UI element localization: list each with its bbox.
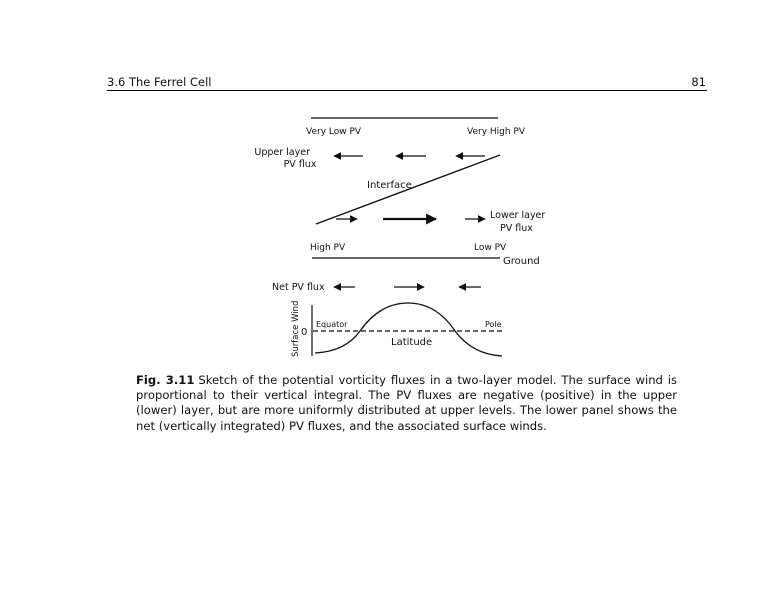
high-pv-label: High PV [310, 243, 346, 253]
upper-flux-label-line2: PV flux [283, 159, 317, 170]
lower-flux-label-line1: Lower layer [490, 210, 546, 221]
interface-label: Interface [367, 180, 412, 191]
caption-text: Sketch of the potential vorticity fluxes in a two-layer model. The surface wind is proportional to their vertical integral. The PV fluxes are negative (positive) in the upper (lower) layer, but are more uniformly distributed at upper levels. The lower panel shows the net (vertically integrated) PV fluxes, and the associated surface winds. [136, 373, 677, 433]
very-high-pv-label: Very High PV [467, 127, 526, 137]
low-pv-label: Low PV [474, 243, 507, 253]
net-flux-label: Net PV flux [272, 282, 325, 293]
lower-flux-label-line2: PV flux [500, 223, 533, 234]
surface-wind-curve [315, 303, 502, 356]
pole-label: Pole [485, 320, 502, 329]
interface-line [316, 155, 500, 224]
very-low-pv-label: Very Low PV [306, 127, 362, 137]
page-number: 81 [691, 75, 706, 89]
surface-wind-axis-label: Surface Wind [291, 300, 301, 357]
latitude-axis-label: Latitude [391, 337, 433, 348]
figure-caption [136, 373, 677, 434]
upper-flux-label-line1: Upper layer [254, 147, 310, 158]
section-title: 3.6 The Ferrel Cell [107, 75, 212, 89]
ground-label: Ground [503, 256, 540, 267]
caption-label: Fig. 3.11 [136, 373, 195, 387]
zero-tick-label: 0 [301, 327, 308, 338]
equator-label: Equator [316, 320, 348, 329]
